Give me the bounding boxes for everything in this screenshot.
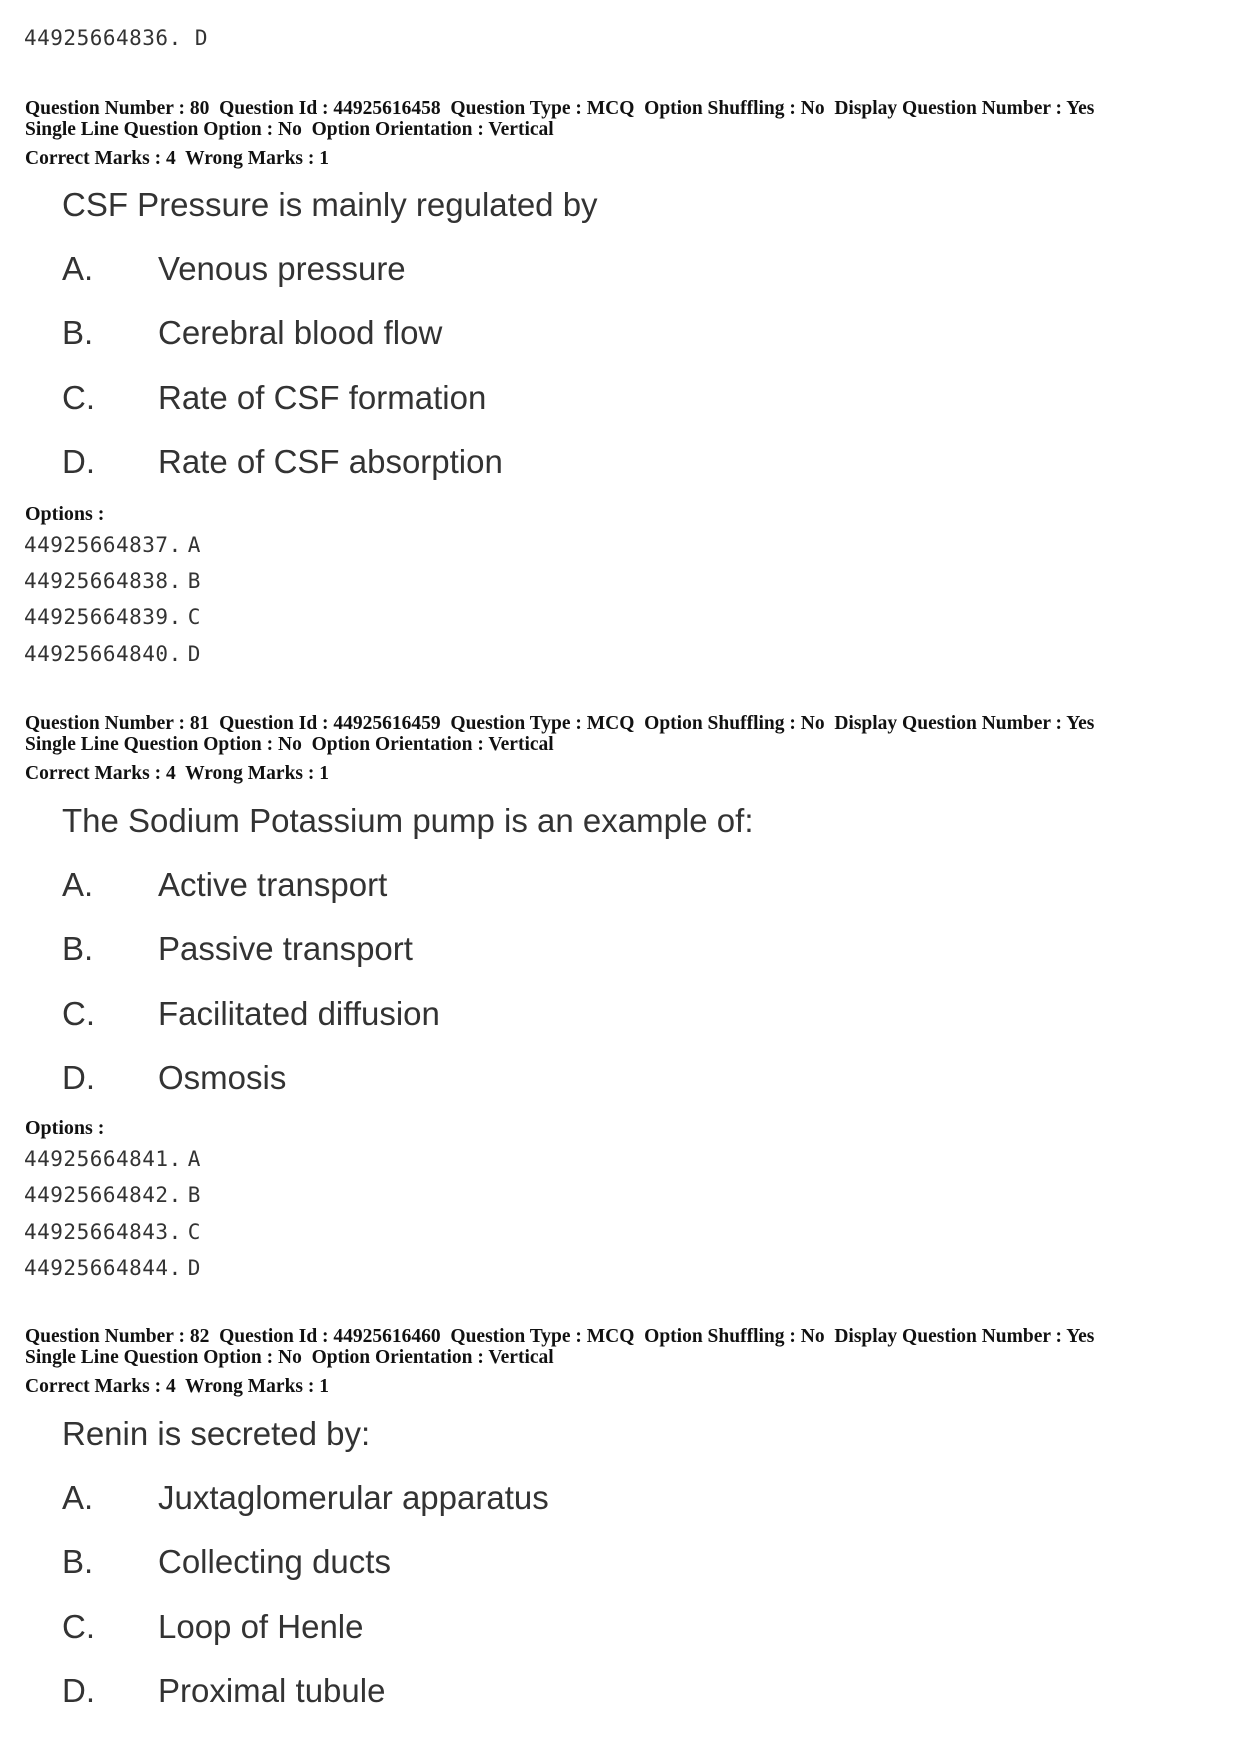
option-id-line: [24, 605, 201, 629]
option-id: 44925664844.: [24, 1256, 182, 1280]
choice-text: Passive transport: [158, 930, 413, 967]
choice-letter: B.: [62, 314, 94, 351]
option-id: 44925664842.: [24, 1183, 182, 1207]
question-text: Renin is secreted by:: [62, 1415, 371, 1452]
option-id: 44925664838.: [24, 569, 182, 593]
choice-text: Cerebral blood flow: [158, 314, 443, 351]
choice-text: Osmosis: [158, 1059, 287, 1096]
choice-text: Rate of CSF absorption: [158, 443, 503, 480]
choice-text: Rate of CSF formation: [158, 379, 487, 416]
choice-letter: D.: [62, 1059, 95, 1096]
option-id-line: [24, 1147, 201, 1171]
option-id: 44925664836: [24, 26, 169, 50]
choice-letter: C.: [62, 995, 95, 1032]
option-id: 44925664841.: [24, 1147, 182, 1171]
question-meta-line1: Question Number : 82 Question Id : 44925616460 Question Type : MCQ Option Shuffling : No Display Question Number : Yes: [25, 1326, 1095, 1347]
option-letter: A: [187, 533, 201, 557]
question-meta-line1: Question Number : 80 Question Id : 44925616458 Question Type : MCQ Option Shuffling : No Display Question Number : Yes: [25, 98, 1095, 119]
question-meta-line2: Single Line Question Option : No Option Orientation : Vertical: [25, 1347, 554, 1368]
options-label: Options :: [25, 1117, 105, 1139]
question-text: CSF Pressure is mainly regulated by: [62, 186, 598, 223]
option-id-line: [24, 533, 201, 557]
question-marks: Correct Marks : 4 Wrong Marks : 1: [25, 148, 330, 169]
choice-letter: C.: [62, 379, 95, 416]
question-marks: Correct Marks : 4 Wrong Marks : 1: [25, 1376, 330, 1397]
option-letter: C: [187, 605, 201, 629]
choice-text: Venous pressure: [158, 250, 406, 287]
option-dot: .: [168, 26, 195, 50]
option-letter: D: [187, 1256, 201, 1280]
choice-letter: A.: [62, 1479, 94, 1516]
choice-text: Juxtaglomerular apparatus: [158, 1479, 549, 1516]
option-letter: B: [187, 569, 201, 593]
option-letter: B: [187, 1183, 201, 1207]
option-id-line: [24, 642, 201, 666]
choice-letter: A.: [62, 866, 94, 903]
choice-letter: A.: [62, 250, 94, 287]
choice-letter: B.: [62, 1543, 94, 1580]
choice-text: Collecting ducts: [158, 1543, 391, 1580]
option-id: 44925664840.: [24, 642, 182, 666]
option-letter: D: [194, 26, 209, 50]
option-id: 44925664843.: [24, 1220, 182, 1244]
question-text: The Sodium Potassium pump is an example of:: [62, 802, 754, 839]
question-meta-line1: Question Number : 81 Question Id : 44925616459 Question Type : MCQ Option Shuffling : No Display Question Number : Yes: [25, 713, 1095, 734]
question-meta-line2: Single Line Question Option : No Option Orientation : Vertical: [25, 119, 554, 140]
option-letter: C: [187, 1220, 201, 1244]
choice-text: Active transport: [158, 866, 388, 903]
option-id-line: [24, 569, 201, 593]
option-letter: A: [187, 1147, 201, 1171]
choice-letter: D.: [62, 443, 95, 480]
choice-text: Facilitated diffusion: [158, 995, 440, 1032]
question-marks: Correct Marks : 4 Wrong Marks : 1: [25, 763, 330, 784]
option-letter: D: [187, 642, 201, 666]
option-id-line: [24, 1220, 201, 1244]
options-label: Options :: [25, 503, 105, 525]
option-id-line: [24, 1183, 201, 1207]
question-meta-line2: Single Line Question Option : No Option Orientation : Vertical: [25, 734, 554, 755]
option-id-line: [24, 1256, 201, 1280]
option-id: 44925664837.: [24, 533, 182, 557]
option-id: 44925664839.: [24, 605, 182, 629]
choice-letter: D.: [62, 1672, 95, 1709]
choice-letter: B.: [62, 930, 94, 967]
choice-text: Loop of Henle: [158, 1608, 364, 1645]
option-id-line: [24, 26, 208, 50]
choice-text: Proximal tubule: [158, 1672, 386, 1709]
choice-letter: C.: [62, 1608, 95, 1645]
